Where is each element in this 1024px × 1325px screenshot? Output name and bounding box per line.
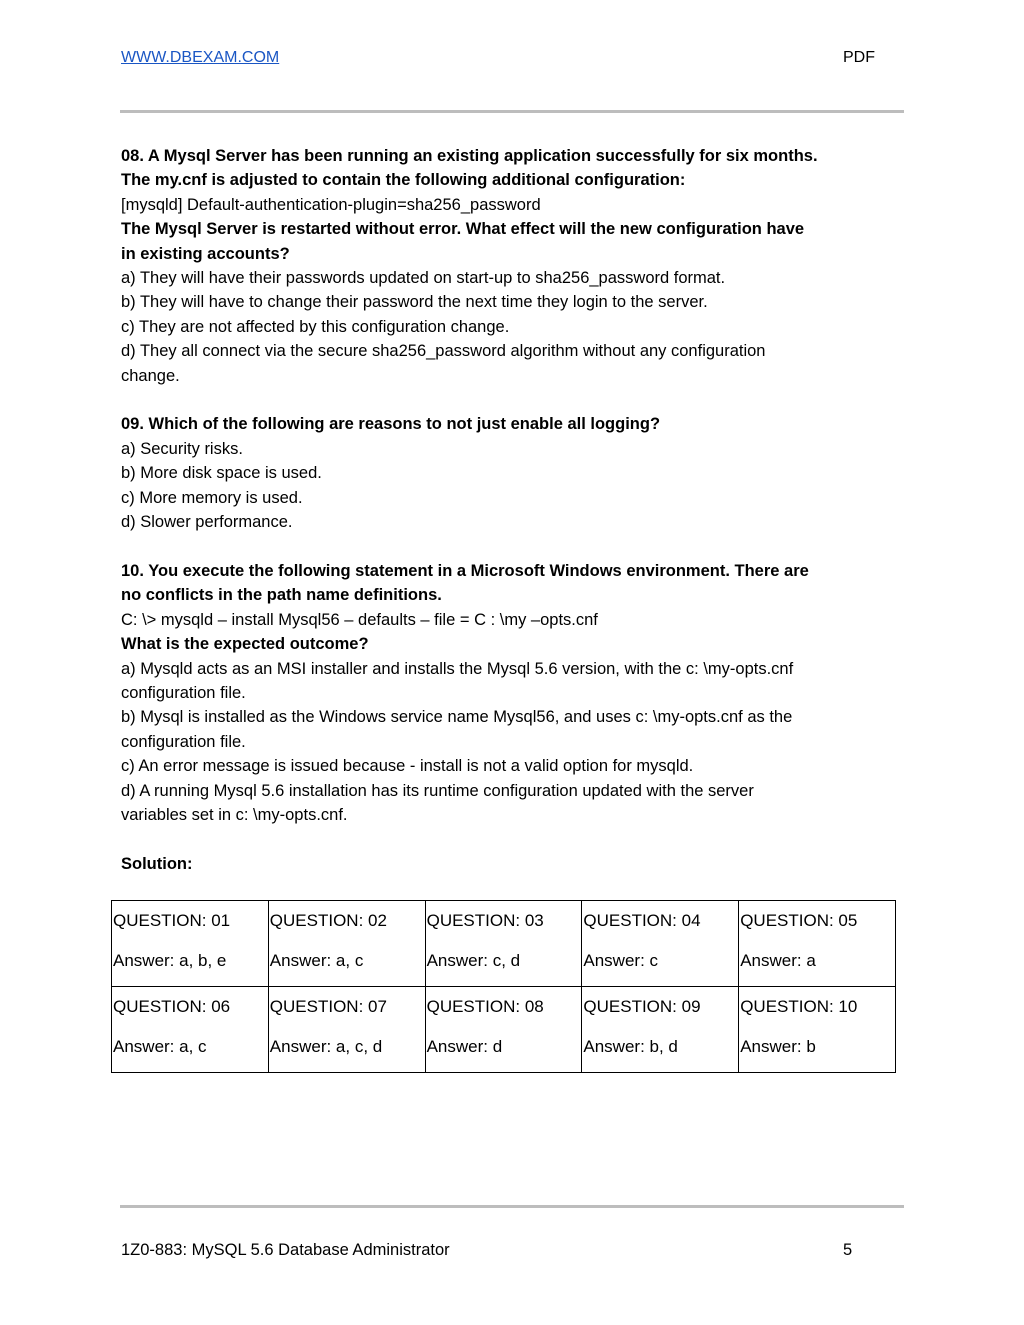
question-10-option-a-cont: configuration file. bbox=[121, 683, 246, 702]
answer-cell bbox=[739, 987, 896, 1073]
question-10-option-d: d) A running Mysql 5.6 installation has its runtime configuration updated with the server bbox=[121, 781, 754, 800]
question-10-title-line-1: 10. You execute the following statement in a Microsoft Windows environment. There are bbox=[121, 561, 809, 580]
answer-cell bbox=[112, 987, 269, 1073]
answer-value: Answer: b, d bbox=[583, 1037, 678, 1056]
question-09 bbox=[121, 412, 911, 534]
question-08-option-d-cont: change. bbox=[121, 366, 180, 385]
spacer bbox=[121, 827, 911, 851]
question-number: QUESTION: 01 bbox=[113, 911, 231, 930]
answer-value: Answer: d bbox=[426, 1037, 503, 1056]
question-10-option-b-cont: configuration file. bbox=[121, 732, 246, 751]
solution-table bbox=[111, 900, 896, 1073]
question-08-prompt-line-2: in existing accounts? bbox=[121, 244, 290, 263]
answer-cell bbox=[582, 901, 739, 987]
question-08-option-c: c) They are not affected by this configuration change. bbox=[121, 317, 510, 336]
page-number: 5 bbox=[843, 1241, 853, 1259]
answer-value: Answer: a bbox=[740, 951, 816, 970]
question-10 bbox=[121, 559, 911, 827]
footer-divider bbox=[120, 1205, 904, 1208]
header-divider bbox=[120, 110, 904, 113]
question-09-title: 09. Which of the following are reasons to not just enable all logging? bbox=[121, 415, 661, 434]
question-10-prompt: What is the expected outcome? bbox=[121, 635, 369, 654]
question-08-option-b: b) They will have to change their password the next time they login to the server. bbox=[121, 293, 708, 312]
question-09-option-b: b) More disk space is used. bbox=[121, 464, 322, 483]
answer-cell bbox=[268, 987, 425, 1073]
answer-cell bbox=[268, 901, 425, 987]
answer-value: Answer: a, c, d bbox=[269, 1037, 383, 1056]
question-08-title-line-2: The my.cnf is adjusted to contain the following additional configuration: bbox=[121, 171, 686, 190]
question-number: QUESTION: 05 bbox=[740, 911, 858, 930]
question-10-option-b: b) Mysql is installed as the Windows service name Mysql56, and uses c: \my-opts.cnf as the bbox=[121, 708, 793, 727]
table-row bbox=[112, 901, 896, 987]
question-08-option-a: a) They will have their passwords updated on start-up to sha256_password format. bbox=[121, 269, 726, 288]
question-10-option-a: a) Mysqld acts as an MSI installer and installs the Mysql 5.6 version, with the c: \my-opts.cnf bbox=[121, 659, 794, 678]
question-number: QUESTION: 07 bbox=[269, 997, 387, 1016]
question-10-option-d-cont: variables set in c: \my-opts.cnf. bbox=[121, 805, 348, 824]
spacer bbox=[121, 388, 911, 412]
question-08-prompt-line-1: The Mysql Server is restarted without error. What effect will the new configuration have bbox=[121, 220, 805, 239]
spacer bbox=[121, 534, 911, 558]
answer-cell bbox=[739, 901, 896, 987]
answer-cell bbox=[425, 901, 582, 987]
answer-value: Answer: a, c bbox=[113, 1037, 207, 1056]
answer-value: Answer: a, b, e bbox=[113, 951, 227, 970]
question-10-command: C: \> mysqld – install Mysql56 – defaults – file = C : \my –opts.cnf bbox=[121, 610, 598, 629]
answer-cell bbox=[112, 901, 269, 987]
question-08-title-line-1: 08. A Mysql Server has been running an existing application successfully for six months. bbox=[121, 147, 818, 165]
table-row bbox=[112, 987, 896, 1073]
question-number: QUESTION: 04 bbox=[583, 911, 701, 930]
question-09-option-d: d) Slower performance. bbox=[121, 513, 293, 532]
question-08-config: [mysqld] Default-authentication-plugin=sha256_password bbox=[121, 195, 541, 214]
questions-body bbox=[121, 144, 911, 876]
question-number: QUESTION: 09 bbox=[583, 997, 701, 1016]
solution-heading: Solution: bbox=[121, 854, 193, 873]
answer-value: Answer: c, d bbox=[426, 951, 521, 970]
question-08 bbox=[121, 144, 911, 388]
question-09-option-c: c) More memory is used. bbox=[121, 488, 303, 507]
question-number: QUESTION: 08 bbox=[426, 997, 544, 1016]
answer-value: Answer: b bbox=[740, 1037, 816, 1056]
question-number: QUESTION: 10 bbox=[740, 997, 858, 1016]
answer-cell bbox=[425, 987, 582, 1073]
header-format-label: PDF bbox=[843, 49, 875, 66]
footer-title: 1Z0-883: MySQL 5.6 Database Administrator bbox=[121, 1241, 450, 1259]
question-08-option-d: d) They all connect via the secure sha256_password algorithm without any configuration bbox=[121, 342, 766, 361]
question-09-option-a: a) Security risks. bbox=[121, 439, 243, 458]
question-number: QUESTION: 02 bbox=[269, 911, 387, 930]
question-number: QUESTION: 03 bbox=[426, 911, 544, 930]
site-link[interactable]: WWW.DBEXAM.COM bbox=[121, 49, 280, 66]
question-number: QUESTION: 06 bbox=[113, 997, 231, 1016]
answer-cell bbox=[582, 987, 739, 1073]
question-10-title-line-2: no conflicts in the path name definitions. bbox=[121, 586, 442, 605]
answer-value: Answer: a, c bbox=[269, 951, 364, 970]
answer-value: Answer: c bbox=[583, 951, 659, 970]
question-10-option-c: c) An error message is issued because - install is not a valid option for mysqld. bbox=[121, 757, 694, 776]
